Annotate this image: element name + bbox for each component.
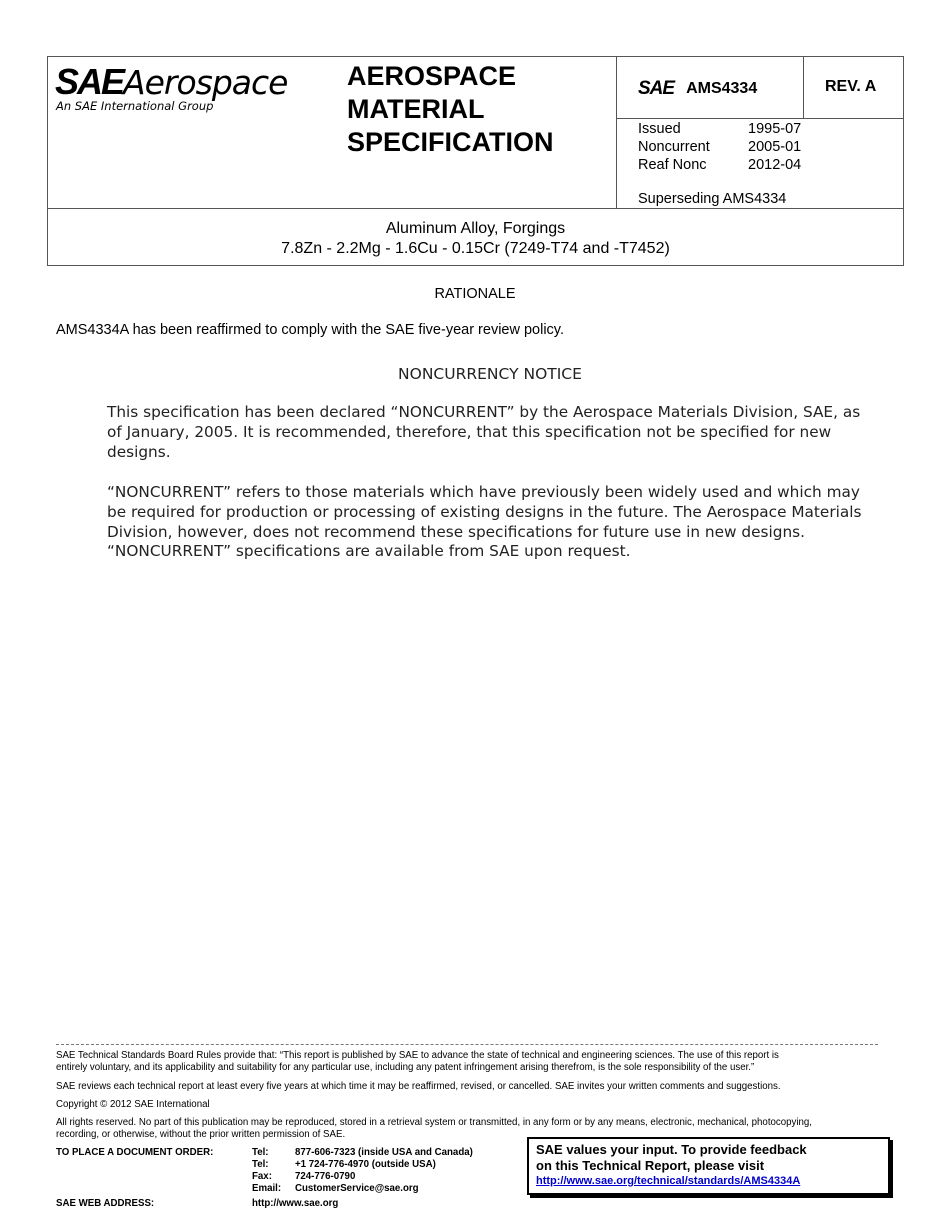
document-number: [638, 78, 757, 100]
divider: [48, 208, 904, 209]
title-line: SPECIFICATION: [347, 127, 554, 157]
feedback-link[interactable]: http://www.sae.org/technical/standards/AMS4334A: [536, 1175, 801, 1187]
contact-label: Tel:: [252, 1159, 269, 1170]
fax-number: 724-776-0790: [295, 1171, 356, 1182]
notice-line: be required for production or processing of existing designs in the future. The Aerospace Materials: [107, 502, 862, 521]
feedback-text: SAE values your input. To provide feedback: [536, 1142, 807, 1157]
logo-tagline: An SAE International Group: [56, 99, 214, 113]
order-label: TO PLACE A DOCUMENT ORDER:: [56, 1147, 214, 1158]
revision-label: REV. A: [825, 78, 877, 95]
noncurrent-label: Noncurrent: [638, 139, 710, 155]
divider: [616, 118, 904, 119]
copyright-notice: Copyright © 2012 SAE International: [56, 1099, 210, 1110]
footer-divider: [56, 1044, 878, 1045]
noncurrency-paragraph-1: [107, 403, 860, 462]
title-line: AEROSPACE: [347, 61, 517, 91]
standards-board-rules: [56, 1050, 896, 1074]
subject-line-2: 7.8Zn - 2.2Mg - 1.6Cu - 0.15Cr (7249-T74 and -T7452): [281, 240, 670, 257]
email-link[interactable]: CustomerService@sae.org: [295, 1183, 419, 1194]
subject-title: [48, 219, 903, 259]
rules-line: SAE Technical Standards Board Rules provide that: “This report is published by SAE to advance the state of technical and engineering sciences. The use of this report is: [56, 1050, 779, 1061]
rules-line: entirely voluntary, and its applicability and suitability for any particular use, including any patent infringement arising therefrom, is the sole responsibility of the user.”: [56, 1062, 755, 1073]
issued-date: 1995-07: [748, 121, 802, 137]
contact-label: Tel:: [252, 1147, 269, 1158]
contact-label: Email:: [252, 1183, 282, 1194]
sae-aerospace-logo: [55, 61, 288, 113]
contact-label: Fax:: [252, 1171, 272, 1182]
phone-link[interactable]: 877-606-7323 (inside USA and Canada): [295, 1147, 473, 1158]
noncurrent-date: 2005-01: [748, 139, 802, 155]
title-line: MATERIAL: [347, 94, 485, 124]
notice-line: “NONCURRENT” refers to those materials which have previously been widely used and which may: [107, 483, 860, 501]
web-address-link[interactable]: http://www.sae.org: [252, 1198, 339, 1209]
feedback-box: [527, 1137, 890, 1195]
header-box: [47, 56, 904, 266]
sae-mini-logo: SAE: [638, 78, 675, 99]
document-type-title: [347, 60, 554, 159]
feedback-text: on this Technical Report, please visit: [536, 1158, 765, 1173]
notice-line: “NONCURRENT” specifications are available from SAE upon request.: [107, 542, 631, 561]
phone-link[interactable]: +1 724-776-4970 (outside USA): [295, 1159, 436, 1170]
logo-aerospace-text: Aerospace: [123, 63, 288, 102]
reaf-label: Reaf Nonc: [638, 157, 707, 173]
date-info: [638, 120, 801, 174]
notice-line: of January, 2005. It is recommended, therefore, that this specification not be specified for new: [107, 422, 832, 441]
notice-line: This specification has been declared “NONCURRENT” by the Aerospace Materials Division, SAE, as: [107, 403, 861, 421]
rights-line: All rights reserved. No part of this publication may be reproduced, stored in a retrieval system or transmitted, in any form or by any means, electronic, mechanical, photocopying,: [56, 1117, 812, 1128]
rights-line: recording, or otherwise, without the prior written permission of SAE.: [56, 1129, 346, 1140]
notice-line: Division, however, does not recommend these specifications for future use in new designs.: [107, 522, 805, 541]
superseding-note: Superseding AMS4334: [638, 191, 787, 207]
doc-number-text: AMS4334: [686, 80, 758, 97]
divider: [616, 57, 617, 208]
divider: [803, 57, 804, 119]
rationale-text: AMS4334A has been reaffirmed to comply with the SAE five-year review policy.: [56, 322, 565, 338]
noncurrency-heading: NONCURRENCY NOTICE: [398, 365, 582, 383]
notice-line: designs.: [107, 442, 171, 461]
reaf-date: 2012-04: [748, 157, 802, 173]
web-address-label: SAE WEB ADDRESS:: [56, 1198, 155, 1209]
logo-sae-text: SAE: [55, 61, 124, 102]
contact-list: [252, 1147, 473, 1195]
rationale-heading: RATIONALE: [434, 286, 516, 302]
issued-label: Issued: [638, 121, 681, 137]
subject-line-1: Aluminum Alloy, Forgings: [385, 220, 566, 237]
noncurrency-paragraph-2: [107, 483, 861, 562]
review-policy: SAE reviews each technical report at least every five years at which time it may be reaffirmed, revised, or cancelled. SAE invites your written comments and suggestions.: [56, 1081, 781, 1092]
